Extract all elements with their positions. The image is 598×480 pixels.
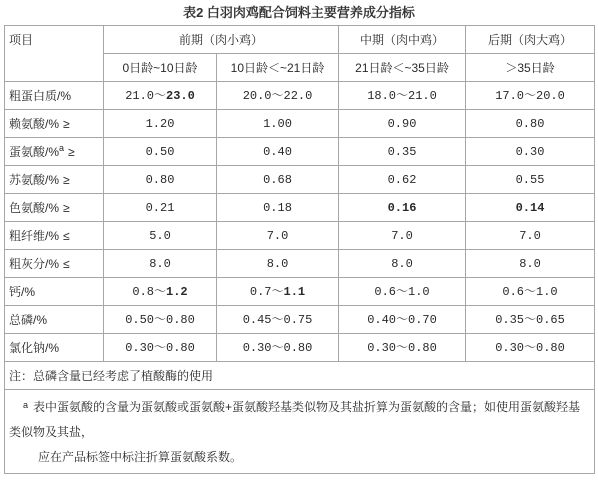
value-text: 0.8～ [132,284,166,299]
value-text: 8.0 [266,256,289,271]
value-text: 1.00 [263,116,292,131]
value-text: 21.0～ [125,88,166,103]
value-text: 0.30～0.80 [495,340,565,355]
value-cell [217,334,339,362]
value-cell [466,110,595,138]
row-label [5,138,104,166]
footnote-paragraph [9,395,590,445]
table-note: 注：总磷含量已经考虑了植酸酶的使用 [5,362,595,390]
value-bold-text: 23.0 [166,88,195,103]
value-cell [466,82,595,110]
value-text: 7.0 [391,228,413,243]
value-text: 18.0～21.0 [367,88,437,103]
row-label [5,194,104,222]
value-cell [217,138,339,166]
table-row [5,194,595,222]
table-row [5,138,595,166]
value-cell [104,110,217,138]
nutrient-table [4,25,595,474]
value-bold-text: 1.1 [283,284,306,299]
value-text: 0.6～1.0 [374,284,430,299]
value-cell [466,334,595,362]
value-cell [217,250,339,278]
value-cell [217,166,339,194]
value-text: 8.0 [391,256,413,271]
value-bold-text: 0.16 [387,200,417,215]
row-label-text: 粗灰分/% [9,256,60,271]
value-text: 7.0 [266,228,289,243]
value-cell [217,222,339,250]
row-label-text: 总磷/% [9,312,48,327]
table-row [5,278,595,306]
footnote-text: 表中蛋氨酸的含量为蛋氨酸或蛋氨酸+蛋氨酸羟基类似物及其盐折算为蛋氨酸的含量；如使用蛋氨酸羟基类似物及其盐， [9,400,581,439]
value-cell [104,166,217,194]
value-text: 20.0～22.0 [242,88,313,103]
value-text: 0.40～0.70 [367,312,437,327]
table-row [5,250,595,278]
table-row [5,334,595,362]
row-label-operator: ≥ [68,144,75,159]
header-row [5,26,595,54]
row-label-operator: ≤ [63,228,70,243]
value-text: 5.0 [149,228,171,243]
footnote-ref: a [59,142,65,153]
value-bold-text: 1.2 [166,284,188,299]
value-cell [339,82,466,110]
value-cell [466,138,595,166]
value-cell [339,110,466,138]
row-label-operator: ≥ [63,116,70,131]
footnote-row [5,390,595,474]
value-text: 8.0 [149,256,171,271]
value-text: 0.35～0.65 [495,312,565,327]
value-text: 0.6～1.0 [502,284,558,299]
header-phase-late: 后期（肉大鸡） [466,26,595,54]
value-cell [217,110,339,138]
row-label [5,110,104,138]
value-cell [104,82,217,110]
value-cell [217,194,339,222]
value-cell [217,278,339,306]
header-age: 10日龄＜~21日龄 [217,54,339,82]
value-cell [104,138,217,166]
table-row [5,166,595,194]
value-text: 0.80 [515,116,545,131]
row-label-text: 赖氨酸/% [9,116,60,131]
value-text: 0.21 [145,200,175,215]
row-label-text: 蛋氨酸/% [9,144,60,159]
row-label [5,222,104,250]
value-text: 0.30～0.80 [242,340,313,355]
value-cell [466,166,595,194]
row-label-text: 粗蛋白质/% [9,88,72,103]
value-text: 0.30～0.80 [367,340,437,355]
value-cell [104,222,217,250]
value-cell [339,222,466,250]
value-text: 17.0～20.0 [495,88,565,103]
row-label [5,250,104,278]
row-label-text: 粗纤维/% [9,228,60,243]
value-cell [339,250,466,278]
row-label-text: 苏氨酸/% [9,172,60,187]
header-item: 项目 [5,26,104,82]
row-label-text: 色氨酸/% [9,200,60,215]
value-text: 0.35 [387,144,417,159]
value-text: 0.80 [145,172,175,187]
row-label-operator: ≤ [63,256,70,271]
value-cell [339,166,466,194]
row-label [5,306,104,334]
table-row [5,110,595,138]
value-cell [104,306,217,334]
value-text: 0.7～ [249,284,284,299]
header-age: ＞35日龄 [466,54,595,82]
value-cell [104,278,217,306]
header-age: 21日龄＜~35日龄 [339,54,466,82]
value-text: 1.20 [145,116,175,131]
value-cell [339,138,466,166]
value-cell [217,82,339,110]
row-label-operator: ≥ [63,200,70,215]
row-label [5,166,104,194]
value-text: 0.50～0.80 [125,312,195,327]
value-cell [466,194,595,222]
value-cell [339,306,466,334]
footnote-paragraph [9,445,590,470]
table-row [5,306,595,334]
value-cell [466,250,595,278]
table-row [5,82,595,110]
value-cell [466,222,595,250]
row-label-text: 钙/% [9,284,36,299]
footnote [5,390,595,474]
value-text: 0.90 [387,116,417,131]
page-title: 表2 白羽肉鸡配合饲料主要营养成分指标 [183,5,415,20]
note-row [5,362,595,390]
value-text: 0.45～0.75 [242,312,313,327]
value-cell [104,334,217,362]
header-age: 0日龄~10日龄 [104,54,217,82]
value-cell [466,278,595,306]
footnote-text: 应在产品标签中标注折算蛋氨酸系数。 [38,450,243,464]
footnote-marker: a [23,400,29,410]
value-text: 0.55 [515,172,545,187]
value-cell [466,306,595,334]
row-label-operator: ≥ [63,172,70,187]
value-cell [217,306,339,334]
table-row [5,222,595,250]
row-label [5,334,104,362]
value-text: 0.30～0.80 [125,340,195,355]
value-cell [104,194,217,222]
value-text: 0.68 [263,172,292,187]
value-text: 0.62 [387,172,417,187]
row-label [5,82,104,110]
value-cell [339,194,466,222]
value-bold-text: 0.14 [515,200,545,215]
value-text: 8.0 [519,256,541,271]
value-text: 0.30 [515,144,545,159]
header-phase-mid: 中期（肉中鸡） [339,26,466,54]
row-label-text: 氯化钠/% [9,340,60,355]
row-label [5,278,104,306]
value-text: 0.40 [263,144,292,159]
header-phase-early: 前期（肉小鸡） [104,26,339,54]
value-text: 0.18 [263,200,292,215]
value-text: 7.0 [519,228,541,243]
value-text: 0.50 [145,144,175,159]
value-cell [104,250,217,278]
value-cell [339,278,466,306]
value-cell [339,334,466,362]
